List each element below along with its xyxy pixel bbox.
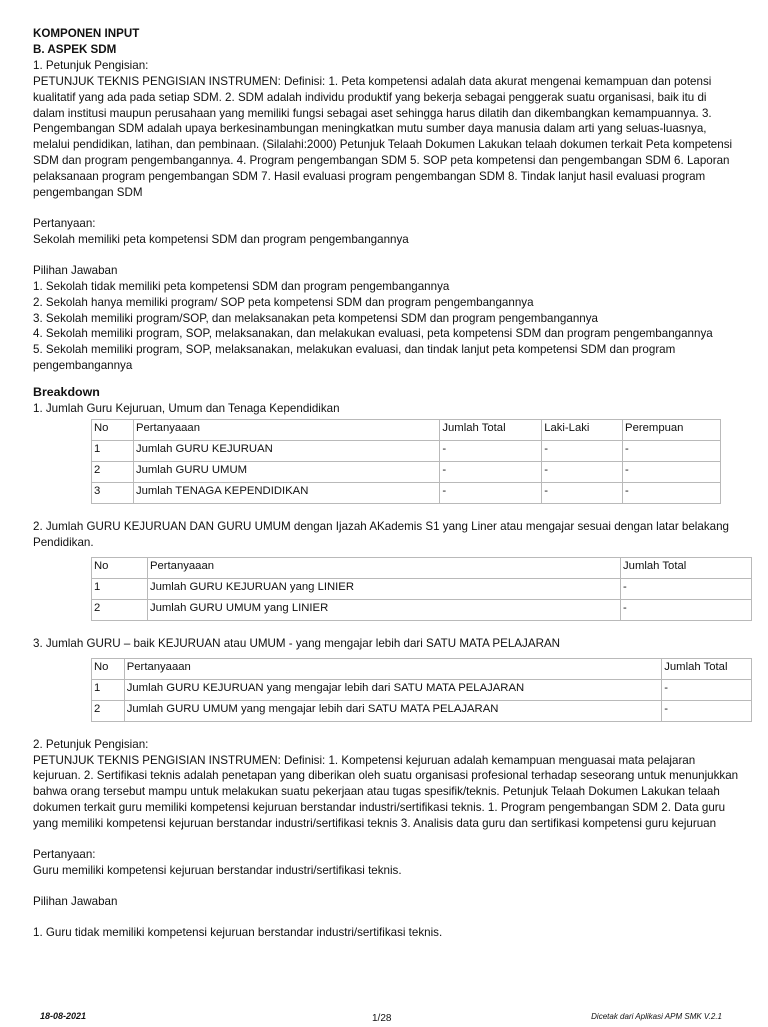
pertanyaan-text-1: Sekolah memiliki peta kompetensi SDM dan program pengembangannya	[33, 232, 409, 246]
petunjuk-text-2: PETUNJUK TEKNIS PENGISIAN INSTRUMEN: Definisi: 1. Kompetensi kejuruan adalah kemampuan menguasai mata pelajaran kejuruan. 2. Sertifikasi teknis adalah penetapan yang diberikan oleh suatu organisasi profesional terhadap seseorang untuk menunjukkan bahwa orang tersebut mampu untuk melakukan suatu pekerjaan atau tugas spesifik/teknis. Petunjuk Telaah Dokumen Lakukan telaah dokumen terkait guru memiliki kompetensi kejuruan berstandar industri/sertifikasi teknis. 1. Program pengembangan SDM 2. Data guru yang memiliki kompetensi kejuruan berstandar industri/sertifikasi teknis 3. Analisis data guru dan sertifikasi kompetensi guru kejuruan	[33, 753, 739, 831]
table-cell: -	[440, 440, 542, 461]
breakdown-3-heading: 3. Jumlah GURU – baik KEJURUAN atau UMUM - yang mengajar lebih dari SATU MATA PELAJARAN	[33, 636, 561, 650]
table-row	[92, 482, 721, 503]
breakdown-3-table	[91, 658, 752, 722]
doc-title: KOMPONEN INPUT	[33, 27, 140, 40]
table-row	[92, 578, 752, 599]
col-header: No	[92, 419, 134, 440]
table-cell: -	[440, 482, 542, 503]
col-header: Laki-Laki	[542, 419, 623, 440]
table-cell: -	[621, 578, 752, 599]
col-header: Pertanyaaan	[147, 557, 620, 578]
table-cell: -	[623, 440, 721, 461]
table-cell: Jumlah GURU KEJURUAN	[133, 440, 439, 461]
table-cell: -	[542, 461, 623, 482]
table-row	[92, 679, 752, 700]
col-header: Pertanyaaan	[133, 419, 439, 440]
col-header: No	[92, 557, 148, 578]
table-row	[92, 440, 721, 461]
table-cell: 1	[92, 578, 148, 599]
pilihan-item: 1. Sekolah tidak memiliki peta kompetensi SDM dan program pengembangannya	[33, 279, 450, 293]
col-header: Jumlah Total	[440, 419, 542, 440]
table-cell: Jumlah GURU UMUM yang mengajar lebih dari SATU MATA PELAJARAN	[124, 700, 662, 721]
print-date: 18-08-2021	[40, 1011, 87, 1021]
table-cell: 2	[92, 599, 148, 620]
pilihan-item: 4. Sekolah memiliki program, SOP, melaksanakan, dan melakukan evaluasi, peta kompetensi SDM dan program pengembangannya	[33, 327, 713, 341]
pilihan-label-2: Pilihan Jawaban	[33, 894, 118, 908]
breakdown-2-table	[91, 557, 752, 621]
breakdown-1-table	[91, 419, 721, 504]
table-cell: Jumlah GURU KEJURUAN yang mengajar lebih dari SATU MATA PELAJARAN	[124, 679, 662, 700]
pertanyaan-label-2: Pertanyaan:	[33, 848, 96, 862]
pilihan-item: 1. Guru tidak memiliki kompetensi kejuruan berstandar industri/sertifikasi teknis.	[33, 925, 443, 939]
petunjuk-label-1: 1. Petunjuk Pengisian:	[33, 58, 149, 72]
pertanyaan-text-2: Guru memiliki kompetensi kejuruan berstandar industri/sertifikasi teknis.	[33, 864, 402, 877]
pilihan-item: 5. Sekolah memiliki program, SOP, melaksanakan, melakukan evaluasi, dan tindak lanjut peta kompetensi SDM dan program pengembangannya	[33, 343, 676, 373]
table-cell: -	[623, 482, 721, 503]
table-cell: -	[440, 461, 542, 482]
page-footer	[0, 1009, 768, 1024]
breakdown-title: Breakdown	[33, 385, 100, 400]
col-header: Jumlah Total	[662, 658, 752, 679]
table-cell: Jumlah GURU KEJURUAN yang LINIER	[147, 578, 620, 599]
table-cell: 1	[92, 679, 125, 700]
table-cell: -	[542, 440, 623, 461]
table-cell: Jumlah GURU UMUM yang LINIER	[147, 599, 620, 620]
col-header: No	[92, 658, 125, 679]
doc-subtitle: B. ASPEK SDM	[33, 42, 117, 56]
table-cell: -	[542, 482, 623, 503]
table-cell: -	[623, 461, 721, 482]
col-header: Jumlah Total	[621, 557, 752, 578]
table-header-row	[92, 557, 752, 578]
table-cell: 1	[92, 440, 134, 461]
table-cell: 2	[92, 700, 125, 721]
page-number: 1/28	[372, 1013, 392, 1024]
table-cell: Jumlah TENAGA KEPENDIDIKAN	[133, 482, 439, 503]
table-row	[92, 461, 721, 482]
table-cell: -	[662, 700, 752, 721]
col-header: Pertanyaaan	[124, 658, 662, 679]
table-row	[92, 700, 752, 721]
pilihan-item: 3. Sekolah memiliki program/SOP, dan melaksanakan peta kompetensi SDM dan program pengembangannya	[33, 311, 598, 325]
pilihan-label-1: Pilihan Jawaban	[33, 263, 118, 277]
table-cell: -	[662, 679, 752, 700]
table-cell: 2	[92, 461, 134, 482]
table-header-row	[92, 419, 721, 440]
breakdown-2-heading: 2. Jumlah GURU KEJURUAN DAN GURU UMUM dengan Ijazah AKademis S1 yang Liner atau mengajar sesuai dengan latar belakang Pendidikan.	[33, 519, 729, 549]
pertanyaan-label-1: Pertanyaan:	[33, 216, 96, 230]
breakdown-1-heading: 1. Jumlah Guru Kejuruan, Umum dan Tenaga Kependidikan	[33, 402, 340, 416]
col-header: Perempuan	[623, 419, 721, 440]
printed-from-app: Dicetak dari Aplikasi APM SMK V.2.1	[591, 1012, 722, 1021]
pilihan-item: 2. Sekolah hanya memiliki program/ SOP peta kompetensi SDM dan program pengembangannya	[33, 295, 534, 309]
table-cell: -	[621, 599, 752, 620]
petunjuk-label-2: 2. Petunjuk Pengisian:	[33, 737, 149, 751]
table-row	[92, 599, 752, 620]
petunjuk-text-1: PETUNJUK TEKNIS PENGISIAN INSTRUMEN: Definisi: 1. Peta kompetensi adalah data akurat mengenai kemampuan dan potensi kualitatif yang ada pada setiap SDM. 2. SDM adalah individu produktif yang bekerja sebagai penggerak suatu organisasi, baik itu di dalam institusi maupun perusahaan yang memiliki fungsi sebagai aset sehingga harus dilatih dan dikembangkan kemampuannya. 3. Pengembangan SDM adalah upaya berkesinambungan meningkatkan mutu sumber daya manusia dalam arti yang seluas-luasnya, melalui pendidikan, latihan, dan pembinaan. (Silalahi:2000) Petunjuk Telaah Dokumen Lakukan telaah dokumen terkait Peta kompetensi SDM dan program pengembangannya. 4. Program pengembangan SDM 5. SOP peta kompetensi dan pengembangan SDM 6. Laporan pelaksanaan program pengembangan SDM 7. Hasil evaluasi program pengembangan SDM 8. Tindak lanjut hasil evaluasi program pengembangan SDM	[33, 74, 733, 200]
table-cell: Jumlah GURU UMUM	[133, 461, 439, 482]
table-cell: 3	[92, 482, 134, 503]
document-page	[33, 26, 739, 941]
table-header-row	[92, 658, 752, 679]
